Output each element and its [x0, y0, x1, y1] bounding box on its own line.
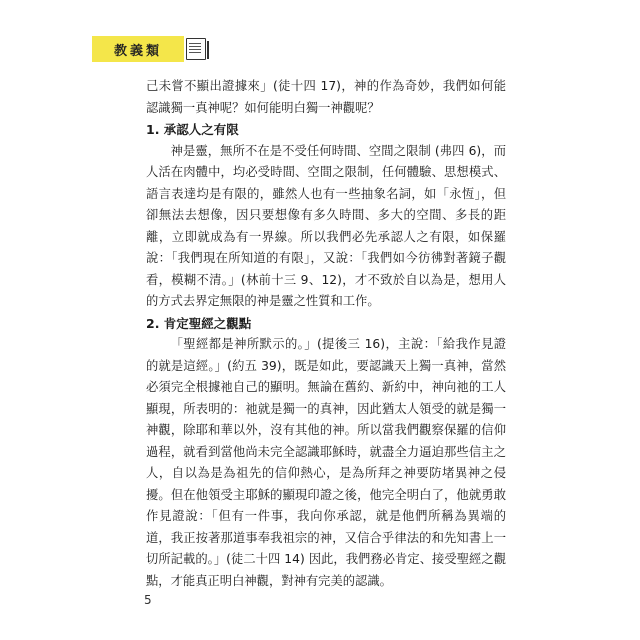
intro-paragraph: 己未嘗不顯出證據來」(徒十四 17)，神的作為奇妙，我們如何能認識獨一真神呢？如何能明白獨一神觀呢？ — [146, 79, 506, 115]
category-label: 教義類 — [114, 43, 163, 59]
page-number: 5 — [144, 593, 152, 607]
section-heading-1: 1. 承認人之有限 — [146, 122, 239, 137]
category-tag — [92, 36, 184, 62]
page-body — [146, 76, 506, 592]
section-paragraph-1: 神是靈，無所不在是不受任何時間、空間之限制 (弗四 6)，而人活在肉體中，均必受時間、空間之限制，任何體驗、思想模式、語言表達均是有限的，雖然人也有一些抽象名詞，如「永恆」，但卻無法去想像，因只要想像有多久時間、多大的空間、多長的距離，立即就成為有一界線。所以我們必先承認人之有限，如保羅說：「我們現在所知道的有限」，又說：「我們如今彷彿對著鏡子觀看，模糊不清。」(林前十三 9、12)，才不致於自以為是，想用人的方式去界定無限的神是靈之性質和工作。 — [146, 143, 506, 308]
book-icon — [186, 38, 206, 60]
section-heading-2: 2. 肯定聖經之觀點 — [146, 315, 252, 331]
section-paragraph-2: 「聖經都是神所默示的。」(提後三 16)，主說：「給我作見證的就是這經。」(約五 39)，既是如此，要認識天上獨一真神，當然必須完全根據祂自己的顯明。無論在舊約、新約中，神向祂的工人顯現，所表明的：祂就是獨一的真神，因此猶太人領受的就是獨一神觀，除耶和華以外，沒有其他的神。所以當我們觀察保羅的信仰過程，就看到當他尚未完全認識耶穌時，就盡全力逼迫那些信主之人，自以為是為祖先的信仰熱心，是為所拜之神要防堵異神之侵擾。但在他領受主耶穌的顯現印證之後，他完全明白了，他就勇敢作見證說：「但有一件事，我向你承認，就是他們所稱為異端的道，我正按著那道事奉我祖宗的神，又信合乎律法的和先知書上一切所記載的。」(徒二十四 14) 因此，我們務必肯定、接受聖經之觀點，才能真正明白神觀，對神有完美的認識。 — [146, 337, 506, 588]
